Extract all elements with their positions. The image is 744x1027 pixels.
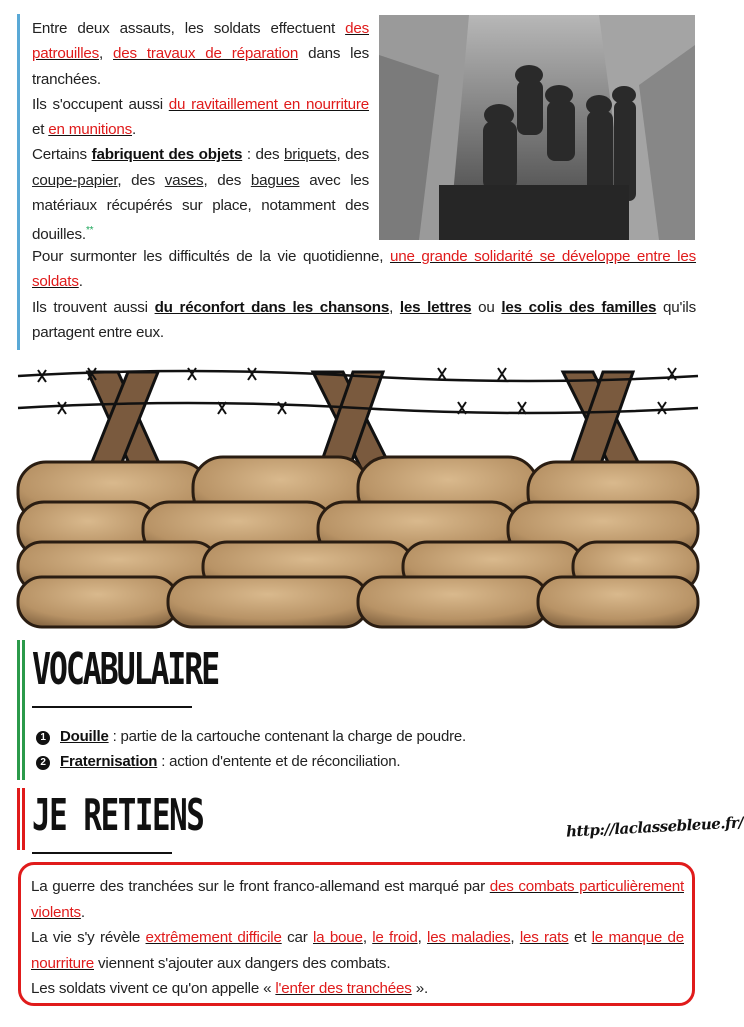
summary-text: ».	[411, 980, 428, 997]
keyword-difficile: extrêmement difficile	[145, 929, 282, 946]
section-accent-bar	[17, 14, 20, 350]
trench-sandbags-illustration	[18, 362, 698, 642]
punct: .	[80, 903, 85, 921]
punct: ,	[510, 929, 520, 946]
vocab-term: Douille	[60, 728, 109, 745]
accent-bar	[22, 640, 25, 780]
accent-bar	[17, 640, 20, 780]
footnote-stars-icon: **	[85, 225, 94, 237]
keyword-manque: le manque de nourriture	[31, 929, 685, 972]
vocab-title: VOCABULAIRE	[32, 644, 219, 695]
keyword-fabriquent: fabriquent des objets	[91, 146, 243, 164]
vocab-item	[36, 728, 466, 745]
punct: ,	[389, 298, 400, 316]
summary-box	[18, 862, 695, 1006]
intro-text: Certains	[32, 146, 92, 164]
summary-text: viennent s'ajouter aux dangers des combats.	[94, 954, 391, 972]
number-badge-icon: 1	[36, 731, 50, 745]
intro-text: , des	[117, 171, 165, 189]
intro-text: Ils s'occupent aussi	[32, 95, 169, 113]
vocab-item	[36, 753, 400, 770]
body-text: Ils trouvent aussi	[32, 298, 155, 316]
punct: .	[78, 273, 83, 291]
keyword-enfer: l'enfer des tranchées	[275, 980, 412, 997]
accent-bar	[22, 788, 25, 850]
body-text: ou	[471, 298, 502, 316]
summary-text: et	[568, 929, 592, 946]
summary-text: La vie s'y révèle	[31, 929, 146, 946]
body-text: Pour surmonter les difficultés de la vie quotidienne,	[32, 248, 390, 265]
punct: .	[132, 121, 137, 139]
title-underline	[32, 706, 192, 708]
punct: ,	[99, 45, 114, 63]
summary-text: La guerre des tranchées sur le front franco-allemand est marqué par	[31, 878, 490, 895]
body-text: qu'ils partagent entre eux.	[32, 298, 696, 341]
summary-text: car	[281, 929, 313, 946]
keyword-travaux: des travaux de réparation	[113, 45, 299, 63]
keyword-patrouilles: des patrouilles	[32, 20, 369, 63]
intro-text: dans les tranchées.	[32, 45, 369, 88]
intro-text: : des	[242, 146, 285, 164]
number-badge-icon: 2	[36, 756, 50, 770]
keyword-colis: les colis des familles	[501, 298, 657, 316]
keyword-solidarite: une grande solidarité se développe entre les soldats	[32, 248, 697, 291]
keyword-ravitaillement: du ravitaillement en nourriture	[168, 95, 370, 113]
accent-bar	[17, 788, 20, 850]
punct: ,	[417, 929, 428, 946]
vocab-definition: : action d'entente et de réconciliation.	[157, 753, 401, 770]
intro-text: , des	[336, 146, 369, 164]
title-underline	[32, 852, 172, 854]
keyword-briquets: briquets	[284, 146, 337, 164]
vocab-definition: : partie de la cartouche contenant la charge de poudre.	[108, 728, 466, 745]
keyword-lettres: les lettres	[399, 298, 472, 316]
intro-text: , des	[203, 171, 251, 189]
keyword-munitions: en munitions	[48, 121, 133, 139]
keyword-vases: vases	[164, 171, 204, 189]
solidarity-paragraph	[32, 244, 696, 345]
intro-text: et	[32, 121, 49, 139]
keyword-maladies: les maladies	[427, 929, 511, 946]
keyword-reconfort: du réconfort dans les chansons	[154, 298, 390, 316]
intro-text: Entre deux assauts, les soldats effectuent	[32, 20, 346, 37]
keyword-froid: le froid	[372, 929, 418, 946]
keyword-coupe-papier: coupe-papier	[32, 171, 118, 189]
keyword-boue: la boue	[313, 929, 363, 946]
trench-soldiers-photo	[379, 15, 695, 240]
keyword-bagues: bagues	[250, 171, 300, 189]
summary-text: Les soldats vivent ce qu'on appelle «	[31, 980, 276, 997]
intro-text: avec les matériaux récupérés sur place, notamment des douilles.	[32, 171, 370, 244]
retiens-title: JE RETIENS	[32, 790, 204, 841]
keyword-rats: les rats	[519, 929, 569, 946]
source-url-link[interactable]: http://laclassebleue.fr/	[565, 813, 744, 841]
keyword-combats: des combats particulièrement violents	[31, 878, 684, 921]
intro-paragraph	[32, 16, 369, 248]
vocab-term: Fraternisation	[60, 753, 158, 770]
punct: ,	[362, 929, 373, 946]
